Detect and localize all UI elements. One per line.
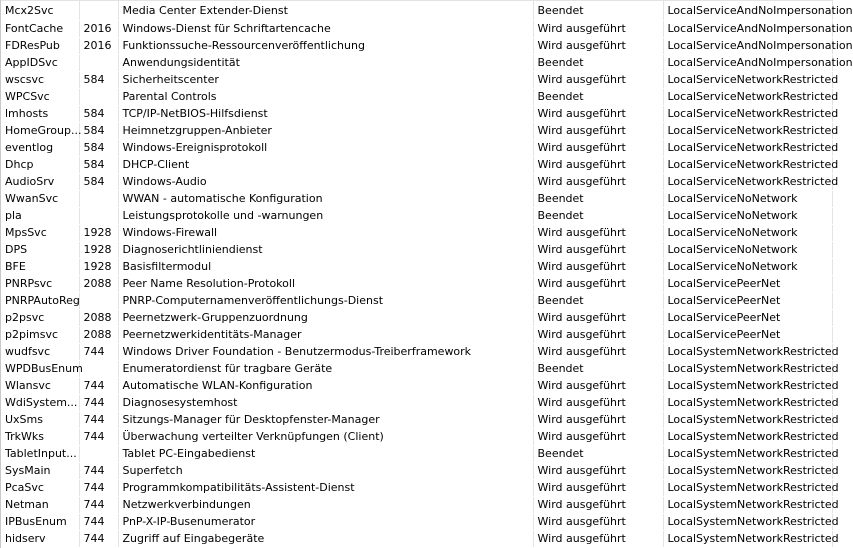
service-name-cell: Mcx2Svc (1, 1, 79, 21)
service-status-cell: Wird ausgeführt (533, 157, 663, 174)
service-pid-cell: 584 (79, 140, 118, 157)
service-group-cell: LocalServiceNoNetwork (663, 259, 832, 276)
service-description-cell: Parental Controls (118, 89, 533, 106)
service-description-cell: TCP/IP-NetBIOS-Hilfsdienst (118, 106, 533, 123)
service-status-cell: Wird ausgeführt (533, 38, 663, 55)
service-status-cell: Wird ausgeführt (533, 259, 663, 276)
service-row[interactable] (1, 412, 832, 429)
service-name-cell: PcaSvc (1, 480, 79, 497)
service-description-cell: Peernetzwerkidentitäts-Manager (118, 327, 533, 344)
service-status-cell: Wird ausgeführt (533, 395, 663, 412)
service-description-cell: Media Center Extender-Dienst (118, 1, 533, 21)
service-row[interactable] (1, 225, 832, 242)
service-status-cell: Beendet (533, 361, 663, 378)
service-group-cell: LocalSystemNetworkRestricted (663, 412, 832, 429)
service-description-cell: Funktionssuche-Ressourcenveröffentlichung (118, 38, 533, 55)
service-group-cell: LocalSystemNetworkRestricted (663, 531, 832, 548)
service-description-cell: Enumeratordienst für tragbare Geräte (118, 361, 533, 378)
service-group-cell: LocalServiceAndNoImpersonation (663, 1, 832, 21)
service-row[interactable] (1, 55, 832, 72)
service-pid-cell: 744 (79, 480, 118, 497)
service-group-cell: LocalServiceNetworkRestricted (663, 140, 832, 157)
service-group-cell: LocalSystemNetworkRestricted (663, 361, 832, 378)
service-name-cell: eventlog (1, 140, 79, 157)
service-name-cell: p2pimsvc (1, 327, 79, 344)
service-description-cell: Windows-Ereignisprotokoll (118, 140, 533, 157)
service-name-cell: AppIDSvc (1, 55, 79, 72)
service-description-cell: Sitzungs-Manager für Desktopfenster-Manager (118, 412, 533, 429)
service-group-cell: LocalSystemNetworkRestricted (663, 446, 832, 463)
service-description-cell: Heimnetzgruppen-Anbieter (118, 123, 533, 140)
service-pid-cell: 1928 (79, 242, 118, 259)
service-name-cell: WdiSystem... (1, 395, 79, 412)
service-row[interactable] (1, 446, 832, 463)
service-group-cell: LocalSystemNetworkRestricted (663, 497, 832, 514)
service-row[interactable] (1, 242, 832, 259)
service-group-cell: LocalSystemNetworkRestricted (663, 378, 832, 395)
service-pid-cell: 584 (79, 123, 118, 140)
service-row[interactable] (1, 106, 832, 123)
service-description-cell: Anwendungsidentität (118, 55, 533, 72)
service-pid-cell: 744 (79, 531, 118, 548)
service-name-cell: WPCSvc (1, 89, 79, 106)
service-description-cell: Automatische WLAN-Konfiguration (118, 378, 533, 395)
service-row[interactable] (1, 276, 832, 293)
service-row[interactable] (1, 480, 832, 497)
service-name-cell: TabletInput... (1, 446, 79, 463)
service-pid-cell: 2016 (79, 38, 118, 55)
service-description-cell: Windows Driver Foundation - Benutzermodus-Treiberframework (118, 344, 533, 361)
service-description-cell: Diagnoserichtliniendienst (118, 242, 533, 259)
service-row[interactable] (1, 344, 832, 361)
service-group-cell: LocalServicePeerNet (663, 276, 832, 293)
service-pid-cell (79, 208, 118, 225)
service-row[interactable] (1, 72, 832, 89)
service-group-cell: LocalServicePeerNet (663, 327, 832, 344)
service-pid-cell (79, 55, 118, 72)
service-status-cell: Wird ausgeführt (533, 242, 663, 259)
service-group-cell: LocalServiceNetworkRestricted (663, 89, 832, 106)
service-group-cell: LocalServiceAndNoImpersonation (663, 55, 832, 72)
service-row[interactable] (1, 21, 832, 38)
service-description-cell: Windows-Firewall (118, 225, 533, 242)
service-status-cell: Beendet (533, 1, 663, 21)
service-status-cell: Wird ausgeführt (533, 497, 663, 514)
service-pid-cell (79, 1, 118, 21)
service-row[interactable] (1, 208, 832, 225)
service-group-cell: LocalServiceNoNetwork (663, 208, 832, 225)
service-description-cell: DHCP-Client (118, 157, 533, 174)
service-row[interactable] (1, 293, 832, 310)
service-description-cell: Überwachung verteilter Verknüpfungen (Client) (118, 429, 533, 446)
service-description-cell: PnP-X-IP-Busenumerator (118, 514, 533, 531)
service-row[interactable] (1, 327, 832, 344)
service-row[interactable] (1, 174, 832, 191)
service-name-cell: TrkWks (1, 429, 79, 446)
service-group-cell: LocalSystemNetworkRestricted (663, 344, 832, 361)
service-description-cell: Leistungsprotokolle und -warnungen (118, 208, 533, 225)
service-pid-cell: 1928 (79, 259, 118, 276)
service-description-cell: PNRP-Computernamenveröffentlichungs-Dienst (118, 293, 533, 310)
service-status-cell: Wird ausgeführt (533, 72, 663, 89)
service-name-cell: SysMain (1, 463, 79, 480)
service-name-cell: HomeGroup... (1, 123, 79, 140)
service-name-cell: Dhcp (1, 157, 79, 174)
service-status-cell: Beendet (533, 89, 663, 106)
service-group-cell: LocalSystemNetworkRestricted (663, 429, 832, 446)
service-row[interactable] (1, 191, 832, 208)
service-group-cell: LocalServiceAndNoImpersonation (663, 21, 832, 38)
service-name-cell: AudioSrv (1, 174, 79, 191)
service-pid-cell (79, 446, 118, 463)
service-description-cell: Netzwerkverbindungen (118, 497, 533, 514)
service-pid-cell: 744 (79, 344, 118, 361)
service-row[interactable] (1, 514, 832, 531)
service-group-cell: LocalSystemNetworkRestricted (663, 395, 832, 412)
service-name-cell: PNRPAutoReg (1, 293, 79, 310)
service-pid-cell: 584 (79, 106, 118, 123)
service-name-cell: Netman (1, 497, 79, 514)
service-description-cell: Diagnosesystemhost (118, 395, 533, 412)
service-pid-cell: 584 (79, 157, 118, 174)
service-row[interactable] (1, 361, 832, 378)
service-name-cell: DPS (1, 242, 79, 259)
service-status-cell: Wird ausgeführt (533, 463, 663, 480)
service-pid-cell: 2088 (79, 276, 118, 293)
service-row[interactable] (1, 463, 832, 480)
service-group-cell: LocalServiceNoNetwork (663, 242, 832, 259)
service-pid-cell (79, 293, 118, 310)
service-status-cell: Wird ausgeführt (533, 106, 663, 123)
service-description-cell: Basisfiltermodul (118, 259, 533, 276)
service-pid-cell (79, 191, 118, 208)
service-pid-cell: 744 (79, 412, 118, 429)
service-row[interactable] (1, 140, 832, 157)
services-table-body (1, 1, 853, 548)
service-description-cell: Windows-Dienst für Schriftartencache (118, 21, 533, 38)
service-status-cell: Beendet (533, 55, 663, 72)
service-group-cell: LocalServiceNetworkRestricted (663, 157, 832, 174)
service-row[interactable] (1, 1, 832, 21)
service-status-cell: Beendet (533, 208, 663, 225)
service-name-cell: wscsvc (1, 72, 79, 89)
service-status-cell: Wird ausgeführt (533, 174, 663, 191)
service-name-cell: pla (1, 208, 79, 225)
service-pid-cell: 2016 (79, 21, 118, 38)
service-name-cell: IPBusEnum (1, 514, 79, 531)
service-group-cell: LocalSystemNetworkRestricted (663, 480, 832, 497)
service-name-cell: FontCache (1, 21, 79, 38)
service-pid-cell: 2088 (79, 310, 118, 327)
service-row[interactable] (1, 531, 832, 548)
service-pid-cell (79, 89, 118, 106)
service-row[interactable] (1, 259, 832, 276)
service-pid-cell: 2088 (79, 327, 118, 344)
service-pid-cell: 744 (79, 429, 118, 446)
service-status-cell: Wird ausgeführt (533, 429, 663, 446)
service-pid-cell: 744 (79, 395, 118, 412)
service-description-cell: Superfetch (118, 463, 533, 480)
service-name-cell: Wlansvc (1, 378, 79, 395)
service-status-cell: Wird ausgeführt (533, 531, 663, 548)
service-status-cell: Wird ausgeführt (533, 327, 663, 344)
service-pid-cell: 744 (79, 378, 118, 395)
service-group-cell: LocalServiceNetworkRestricted (663, 72, 832, 89)
service-status-cell: Beendet (533, 293, 663, 310)
service-row[interactable] (1, 395, 832, 412)
service-pid-cell: 584 (79, 72, 118, 89)
service-status-cell: Wird ausgeführt (533, 225, 663, 242)
service-description-cell: Tablet PC-Eingabedienst (118, 446, 533, 463)
service-description-cell: Programmkompatibilitäts-Assistent-Dienst (118, 480, 533, 497)
service-status-cell: Wird ausgeführt (533, 344, 663, 361)
service-status-cell: Beendet (533, 446, 663, 463)
service-status-cell: Wird ausgeführt (533, 310, 663, 327)
service-status-cell: Beendet (533, 191, 663, 208)
service-row[interactable] (1, 89, 832, 106)
service-status-cell: Wird ausgeführt (533, 378, 663, 395)
service-group-cell: LocalServiceNetworkRestricted (663, 123, 832, 140)
service-status-cell: Wird ausgeführt (533, 412, 663, 429)
service-name-cell: WPDBusEnum (1, 361, 79, 378)
service-name-cell: MpsSvc (1, 225, 79, 242)
service-description-cell: Peer Name Resolution-Protokoll (118, 276, 533, 293)
service-status-cell: Wird ausgeführt (533, 480, 663, 497)
service-group-cell: LocalServiceAndNoImpersonation (663, 38, 832, 55)
service-name-cell: WwanSvc (1, 191, 79, 208)
service-group-cell: LocalSystemNetworkRestricted (663, 463, 832, 480)
service-pid-cell: 1928 (79, 225, 118, 242)
service-name-cell: PNRPsvc (1, 276, 79, 293)
service-row[interactable] (1, 429, 832, 446)
service-group-cell: LocalServiceNetworkRestricted (663, 174, 832, 191)
service-name-cell: lmhosts (1, 106, 79, 123)
service-description-cell: Sicherheitscenter (118, 72, 533, 89)
service-status-cell: Wird ausgeführt (533, 514, 663, 531)
service-row[interactable] (1, 497, 832, 514)
service-status-cell: Wird ausgeführt (533, 123, 663, 140)
service-status-cell: Wird ausgeführt (533, 21, 663, 38)
service-group-cell: LocalServiceNoNetwork (663, 225, 832, 242)
service-pid-cell (79, 361, 118, 378)
service-name-cell: hidserv (1, 531, 79, 548)
service-name-cell: FDResPub (1, 38, 79, 55)
service-description-cell: WWAN - automatische Konfiguration (118, 191, 533, 208)
service-description-cell: Windows-Audio (118, 174, 533, 191)
service-name-cell: UxSms (1, 412, 79, 429)
service-group-cell: LocalServicePeerNet (663, 293, 832, 310)
service-group-cell: LocalServiceNetworkRestricted (663, 106, 832, 123)
service-description-cell: Zugriff auf Eingabegeräte (118, 531, 533, 548)
service-group-cell: LocalSystemNetworkRestricted (663, 514, 832, 531)
service-row[interactable] (1, 38, 832, 55)
service-description-cell: Peernetzwerk-Gruppenzuordnung (118, 310, 533, 327)
services-table (1, 0, 853, 548)
service-row[interactable] (1, 310, 832, 327)
service-name-cell: BFE (1, 259, 79, 276)
service-name-cell: p2psvc (1, 310, 79, 327)
service-group-cell: LocalServicePeerNet (663, 310, 832, 327)
service-row[interactable] (1, 157, 832, 174)
service-group-cell: LocalServiceNoNetwork (663, 191, 832, 208)
service-pid-cell: 744 (79, 514, 118, 531)
service-status-cell: Wird ausgeführt (533, 276, 663, 293)
service-status-cell: Wird ausgeführt (533, 140, 663, 157)
service-pid-cell: 744 (79, 463, 118, 480)
service-pid-cell: 744 (79, 497, 118, 514)
service-pid-cell: 584 (79, 174, 118, 191)
service-row[interactable] (1, 378, 832, 395)
service-name-cell: wudfsvc (1, 344, 79, 361)
service-row[interactable] (1, 123, 832, 140)
